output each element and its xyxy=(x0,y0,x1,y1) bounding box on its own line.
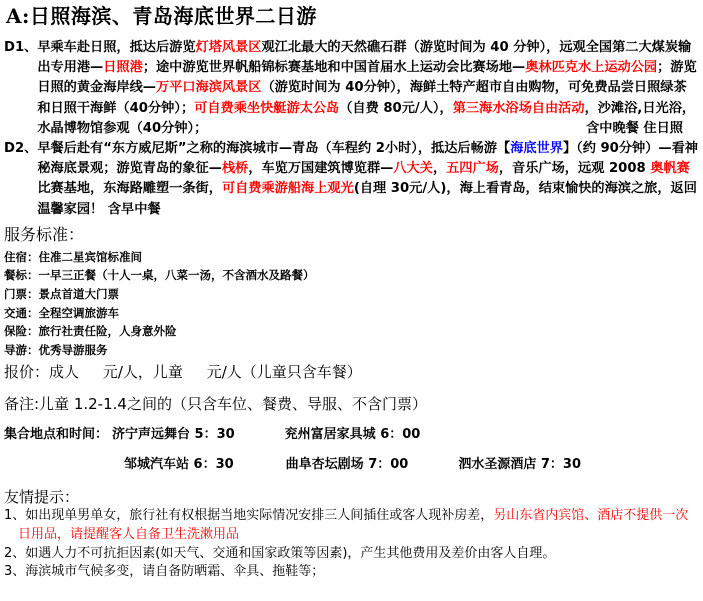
price-line: 报价：成人 元/人，儿童 元/人（儿童只含车餐） xyxy=(4,363,362,382)
highlight-text: 海底世界 xyxy=(510,141,563,157)
service-item-guide xyxy=(4,341,699,360)
itinerary-page xyxy=(0,4,703,601)
service-item-meals xyxy=(4,266,699,285)
service-value: 旅行社责任险，人身意外险 xyxy=(38,324,177,339)
gathering-section xyxy=(4,425,699,475)
body-text: （自费 80元/人）， xyxy=(339,100,453,116)
day1-label: D1、 xyxy=(4,40,38,55)
body-text: 早乘车赴日照，抵达后游览 xyxy=(37,40,196,55)
body-text: ，沙滩浴,日光浴，水晶博物馆参观（40分钟）； xyxy=(37,100,696,136)
body-text: （游览时间为 40分钟），海鲜土特产超市自由购物，可免费品尝日照绿茶和日照干海鲜（40分钟）； xyxy=(37,80,687,116)
highlight-text: 日照港 xyxy=(103,60,143,76)
highlight-text: 另山东省内宾馆、酒店不提供一次日用品，请提醒客人自备卫生洗漱用品 xyxy=(18,508,689,542)
service-item-transport xyxy=(4,304,699,323)
gathering-point: 兖州富居家具城 6：00 xyxy=(284,427,421,443)
service-label: 门票： xyxy=(4,287,39,302)
service-label: 住宿： xyxy=(4,249,39,264)
highlight-text: 奥帆赛 xyxy=(650,161,690,177)
service-label: 导游： xyxy=(4,342,39,357)
gathering-point: 泗水圣源酒店 7：30 xyxy=(458,457,582,473)
service-label: 交通： xyxy=(4,305,39,320)
highlight-text: 五四广场 xyxy=(446,161,499,177)
highlight-text: 可自费乘游船海上观光 xyxy=(221,181,354,197)
body-text: 3、海滨城市气候多变，请自备防晒霜、伞具、拖鞋等； xyxy=(4,564,325,580)
body-text: ；游览日照的黄金海岸线— xyxy=(37,60,697,96)
gathering-label: 集合地点和时间： xyxy=(4,427,109,443)
service-value: 景点首道大门票 xyxy=(38,287,119,302)
gathering-row xyxy=(4,425,699,445)
tips-heading: 友情提示： xyxy=(4,488,80,507)
day2-label: D2、 xyxy=(4,141,38,157)
highlight-text: 奥林匹克水上运动公园 xyxy=(525,60,658,76)
day1-section xyxy=(4,38,699,139)
tip-item xyxy=(4,507,699,544)
body-text: ，音乐广场，远观 2008 xyxy=(498,161,651,177)
service-item-tickets xyxy=(4,285,699,304)
service-value: 全程空调旅游车 xyxy=(38,305,119,320)
day1-body xyxy=(37,38,699,139)
highlight-text: 第三海水浴场自由活动 xyxy=(452,100,585,116)
body-text: ，车览万国建筑博览群— xyxy=(248,161,394,177)
body-text: 】（约 90分钟）—看神秘海底景观；游览青岛的象征— xyxy=(37,141,698,177)
highlight-text: 灯塔风景区 xyxy=(195,40,262,55)
gathering-row xyxy=(4,455,699,475)
highlight-text: 八大关 xyxy=(393,161,433,177)
tip-item xyxy=(4,563,699,582)
body-text: ， xyxy=(432,161,447,177)
body-text: 比赛基地，东海路雕塑一条街， xyxy=(37,181,222,197)
gathering-point: 济宁声远舞台 5：30 xyxy=(112,427,235,443)
gathering-point: 曲阜杏坛剧场 7：00 xyxy=(285,457,409,473)
day2-text xyxy=(37,141,698,217)
tip-item xyxy=(4,545,699,564)
remark-line: 备注:儿童 1.2-1.4之间的（只含车位、餐费、导服、不含门票） xyxy=(4,395,427,414)
service-value: 住准二星宾馆标准间 xyxy=(38,249,142,264)
service-label: 餐标： xyxy=(4,268,39,283)
body-text: 1、如出现单男单女，旅行社有权根据当地实际情况安排三人间插住或客人现补房差， xyxy=(4,508,494,524)
highlight-text: 栈桥 xyxy=(221,161,249,177)
service-label: 保险： xyxy=(4,324,39,339)
highlight-text: 万平口海滨风景区 xyxy=(156,80,262,96)
service-heading: 服务标准： xyxy=(4,224,85,244)
service-list xyxy=(4,248,699,360)
body-text: 2、如遇人力不可抗拒因素(如天气、交通和国家政策等因素)，产生其他费用及差价由客人自理。 xyxy=(4,545,556,561)
service-value: 一早三正餐（十人一桌，八菜一汤，不含酒水及路餐） xyxy=(38,268,315,283)
highlight-text: 可自费乘坐快艇游太公岛 xyxy=(194,100,340,116)
day1-meals: 含中晚餐 住日照 xyxy=(586,120,683,136)
service-item-insurance xyxy=(4,322,699,341)
body-text: 观江北最大的天然礁石群（游览时间为 40 分钟），远观全国第二大煤炭输出专用港— xyxy=(37,40,692,76)
gathering-point: 邹城汽车站 6：30 xyxy=(124,457,234,473)
service-item-lodging xyxy=(4,248,699,267)
service-value: 优秀导游服务 xyxy=(38,342,108,357)
body-text: ；途中游览世界帆船锦标赛基地和中国首届水上运动会比赛场地— xyxy=(142,60,526,76)
body-text: 早餐后赴有“东方威尼斯”之称的海滨城市—青岛（车程约 2小时），抵达后畅游【 xyxy=(37,141,511,157)
day2-section xyxy=(4,139,699,220)
body-text: (自理 30元/人)，海上看青岛，结束愉快的海滨之旅，返回温馨家园！ 含早中餐 xyxy=(37,181,697,217)
page-title: A:日照海滨、青岛海底世界二日游 xyxy=(6,4,317,28)
day2-body xyxy=(37,139,699,220)
